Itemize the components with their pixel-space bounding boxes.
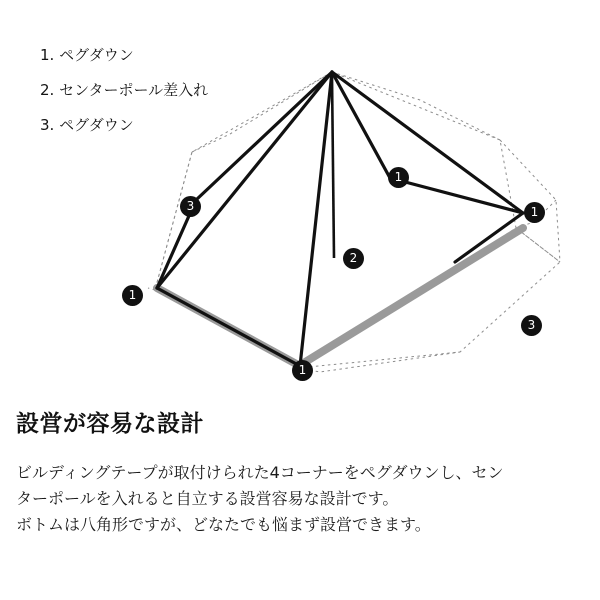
setup-steps-list — [40, 48, 320, 153]
description-line-2: ターポールを入れると自立する設営容易な設計です。 — [16, 488, 399, 508]
callout-badge-1-a: 1 — [388, 167, 409, 188]
setup-step-2: 2. センターポール差入れ — [40, 81, 209, 99]
setup-step-1: 1. ペグダウン — [40, 46, 134, 64]
center-pole — [332, 76, 334, 258]
callout-badge-3-a: 3 — [180, 196, 201, 217]
description-line-3: ボトムは八角形ですが、どなたでも悩まず設営できます。 — [16, 514, 431, 534]
description-line-1: ビルディングテープが取付けられた4コーナーをペグダウンし、セン — [16, 463, 504, 482]
headline: 設営が容易な設計 — [16, 411, 204, 437]
callout-badge-3-b: 3 — [521, 315, 542, 336]
callout-badge-1-d: 1 — [292, 360, 313, 381]
callout-badge-2: 2 — [343, 248, 364, 269]
description-block — [16, 405, 584, 538]
callout-badge-1-b: 1 — [524, 202, 545, 223]
building-tape-lines — [157, 228, 523, 366]
setup-step-3: 3. ペグダウン — [40, 116, 134, 134]
callout-badge-1-c: 1 — [122, 285, 143, 306]
